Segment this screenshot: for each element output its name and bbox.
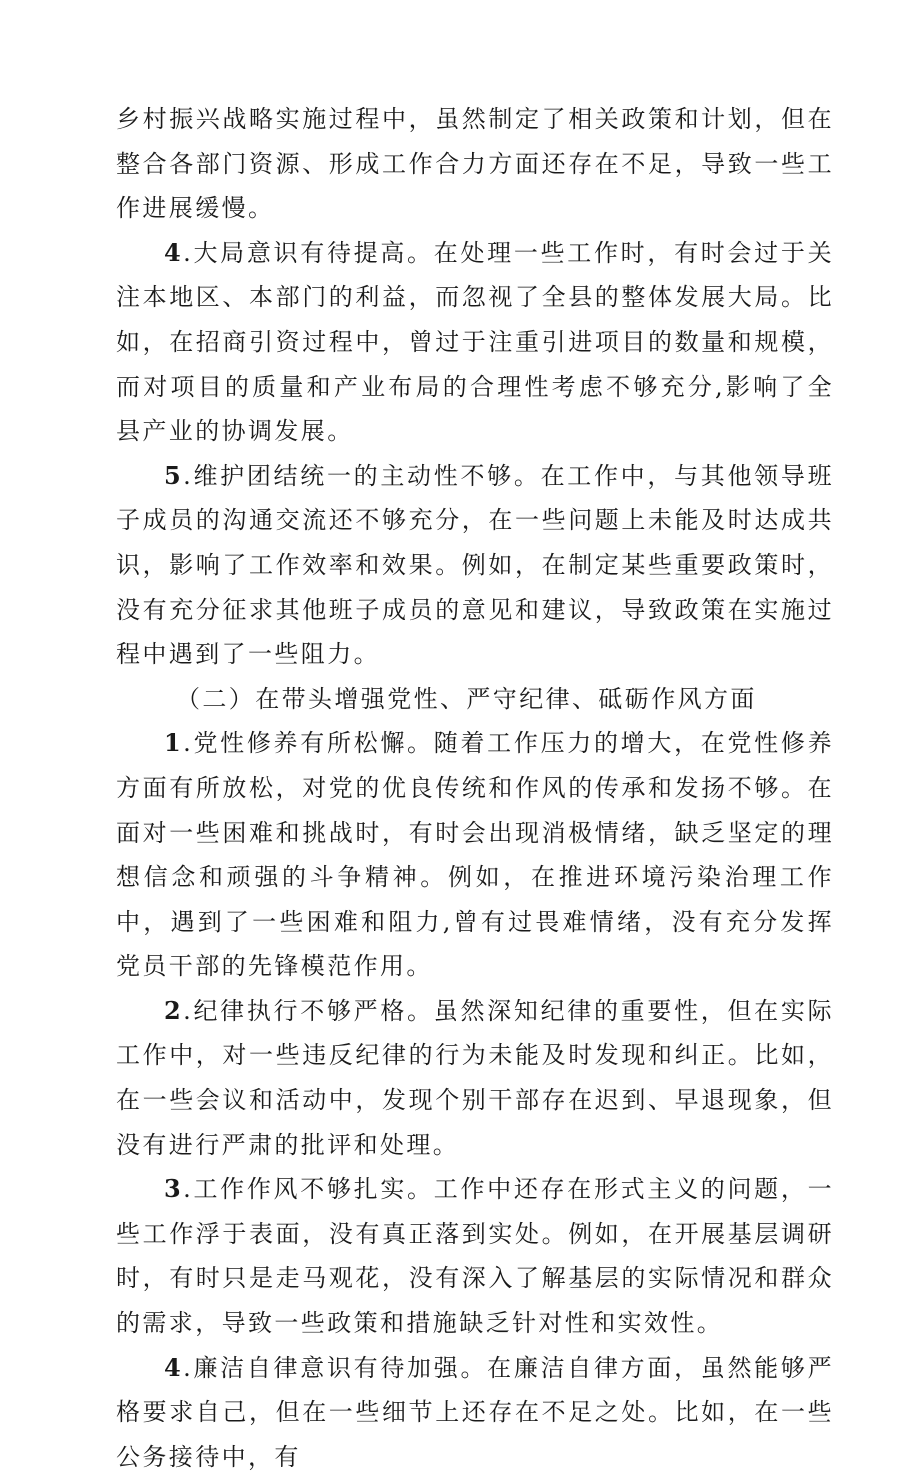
paragraph-continuation: [116, 97, 834, 231]
list-item: [116, 231, 834, 454]
item-number: 4: [164, 237, 184, 267]
list-item: [116, 1167, 834, 1345]
document-body: [116, 97, 834, 1479]
item-number: 2: [164, 995, 184, 1025]
item-number: 1: [164, 728, 184, 758]
item-text: .纪律执行不够严格。虽然深知纪律的重要性，但在实际工作中，对一些违反纪律的行为未能及时发现和纠正。比如，在一些会议和活动中，发现个别干部存在迟到、早退现象，但没有进行严肃的批评和处理。: [116, 996, 834, 1159]
item-text: .维护团结统一的主动性不够。在工作中，与其他领导班子成员的沟通交流还不够充分，在一些问题上未能及时达成共识，影响了工作效率和效果。例如，在制定某些重要政策时，没有充分征求其他班子成员的意见和建议，导致政策在实施过程中遇到了一些阻力。: [116, 461, 834, 669]
item-text: .大局意识有待提高。在处理一些工作时，有时会过于关注本地区、本部门的利益，而忽视了全县的整体发展大局。比如，在招商引资过程中，曾过于注重引进项目的数量和规模，而对项目的质量和产业布局的合理性考虑不够充分,影响了全县产业的协调发展。: [116, 238, 834, 446]
list-item: [116, 989, 834, 1167]
list-item: [116, 1346, 834, 1479]
item-number: 4: [164, 1352, 184, 1382]
section-heading: [116, 677, 834, 722]
paragraph-text: 乡村振兴战略实施过程中，虽然制定了相关政策和计划，但在整合各部门资源、形成工作合力方面还存在不足，导致一些工作进展缓慢。: [116, 105, 834, 223]
item-number: 5: [164, 460, 184, 490]
item-text: .工作作风不够扎实。工作中还存在形式主义的问题，一些工作浮于表面，没有真正落到实处。例如，在开展基层调研时，有时只是走马观花，没有深入了解基层的实际情况和群众的需求，导致一些政策和措施缺乏针对性和实效性。: [116, 1175, 834, 1338]
item-number: 3: [164, 1174, 184, 1204]
heading-text: （二）在带头增强党性、严守纪律、砥砺作风方面: [176, 684, 757, 713]
list-item: [116, 454, 834, 677]
list-item: [116, 721, 834, 989]
item-text: .党性修养有所松懈。随着工作压力的增大，在党性修养方面有所放松，对党的优良传统和作风的传承和发扬不够。在面对一些困难和挑战时，有时会出现消极情绪，缺乏坚定的理想信念和顽强的斗争精神。例如，在推进环境污染治理工作中，遇到了一些困难和阻力,曾有过畏难情绪，没有充分发挥党员干部的先锋模范作用。: [116, 729, 834, 981]
item-text: .廉洁自律意识有待加强。在廉洁自律方面，虽然能够严格要求自己，但在一些细节上还存在不足之处。比如，在一些公务接待中，有: [116, 1353, 834, 1471]
